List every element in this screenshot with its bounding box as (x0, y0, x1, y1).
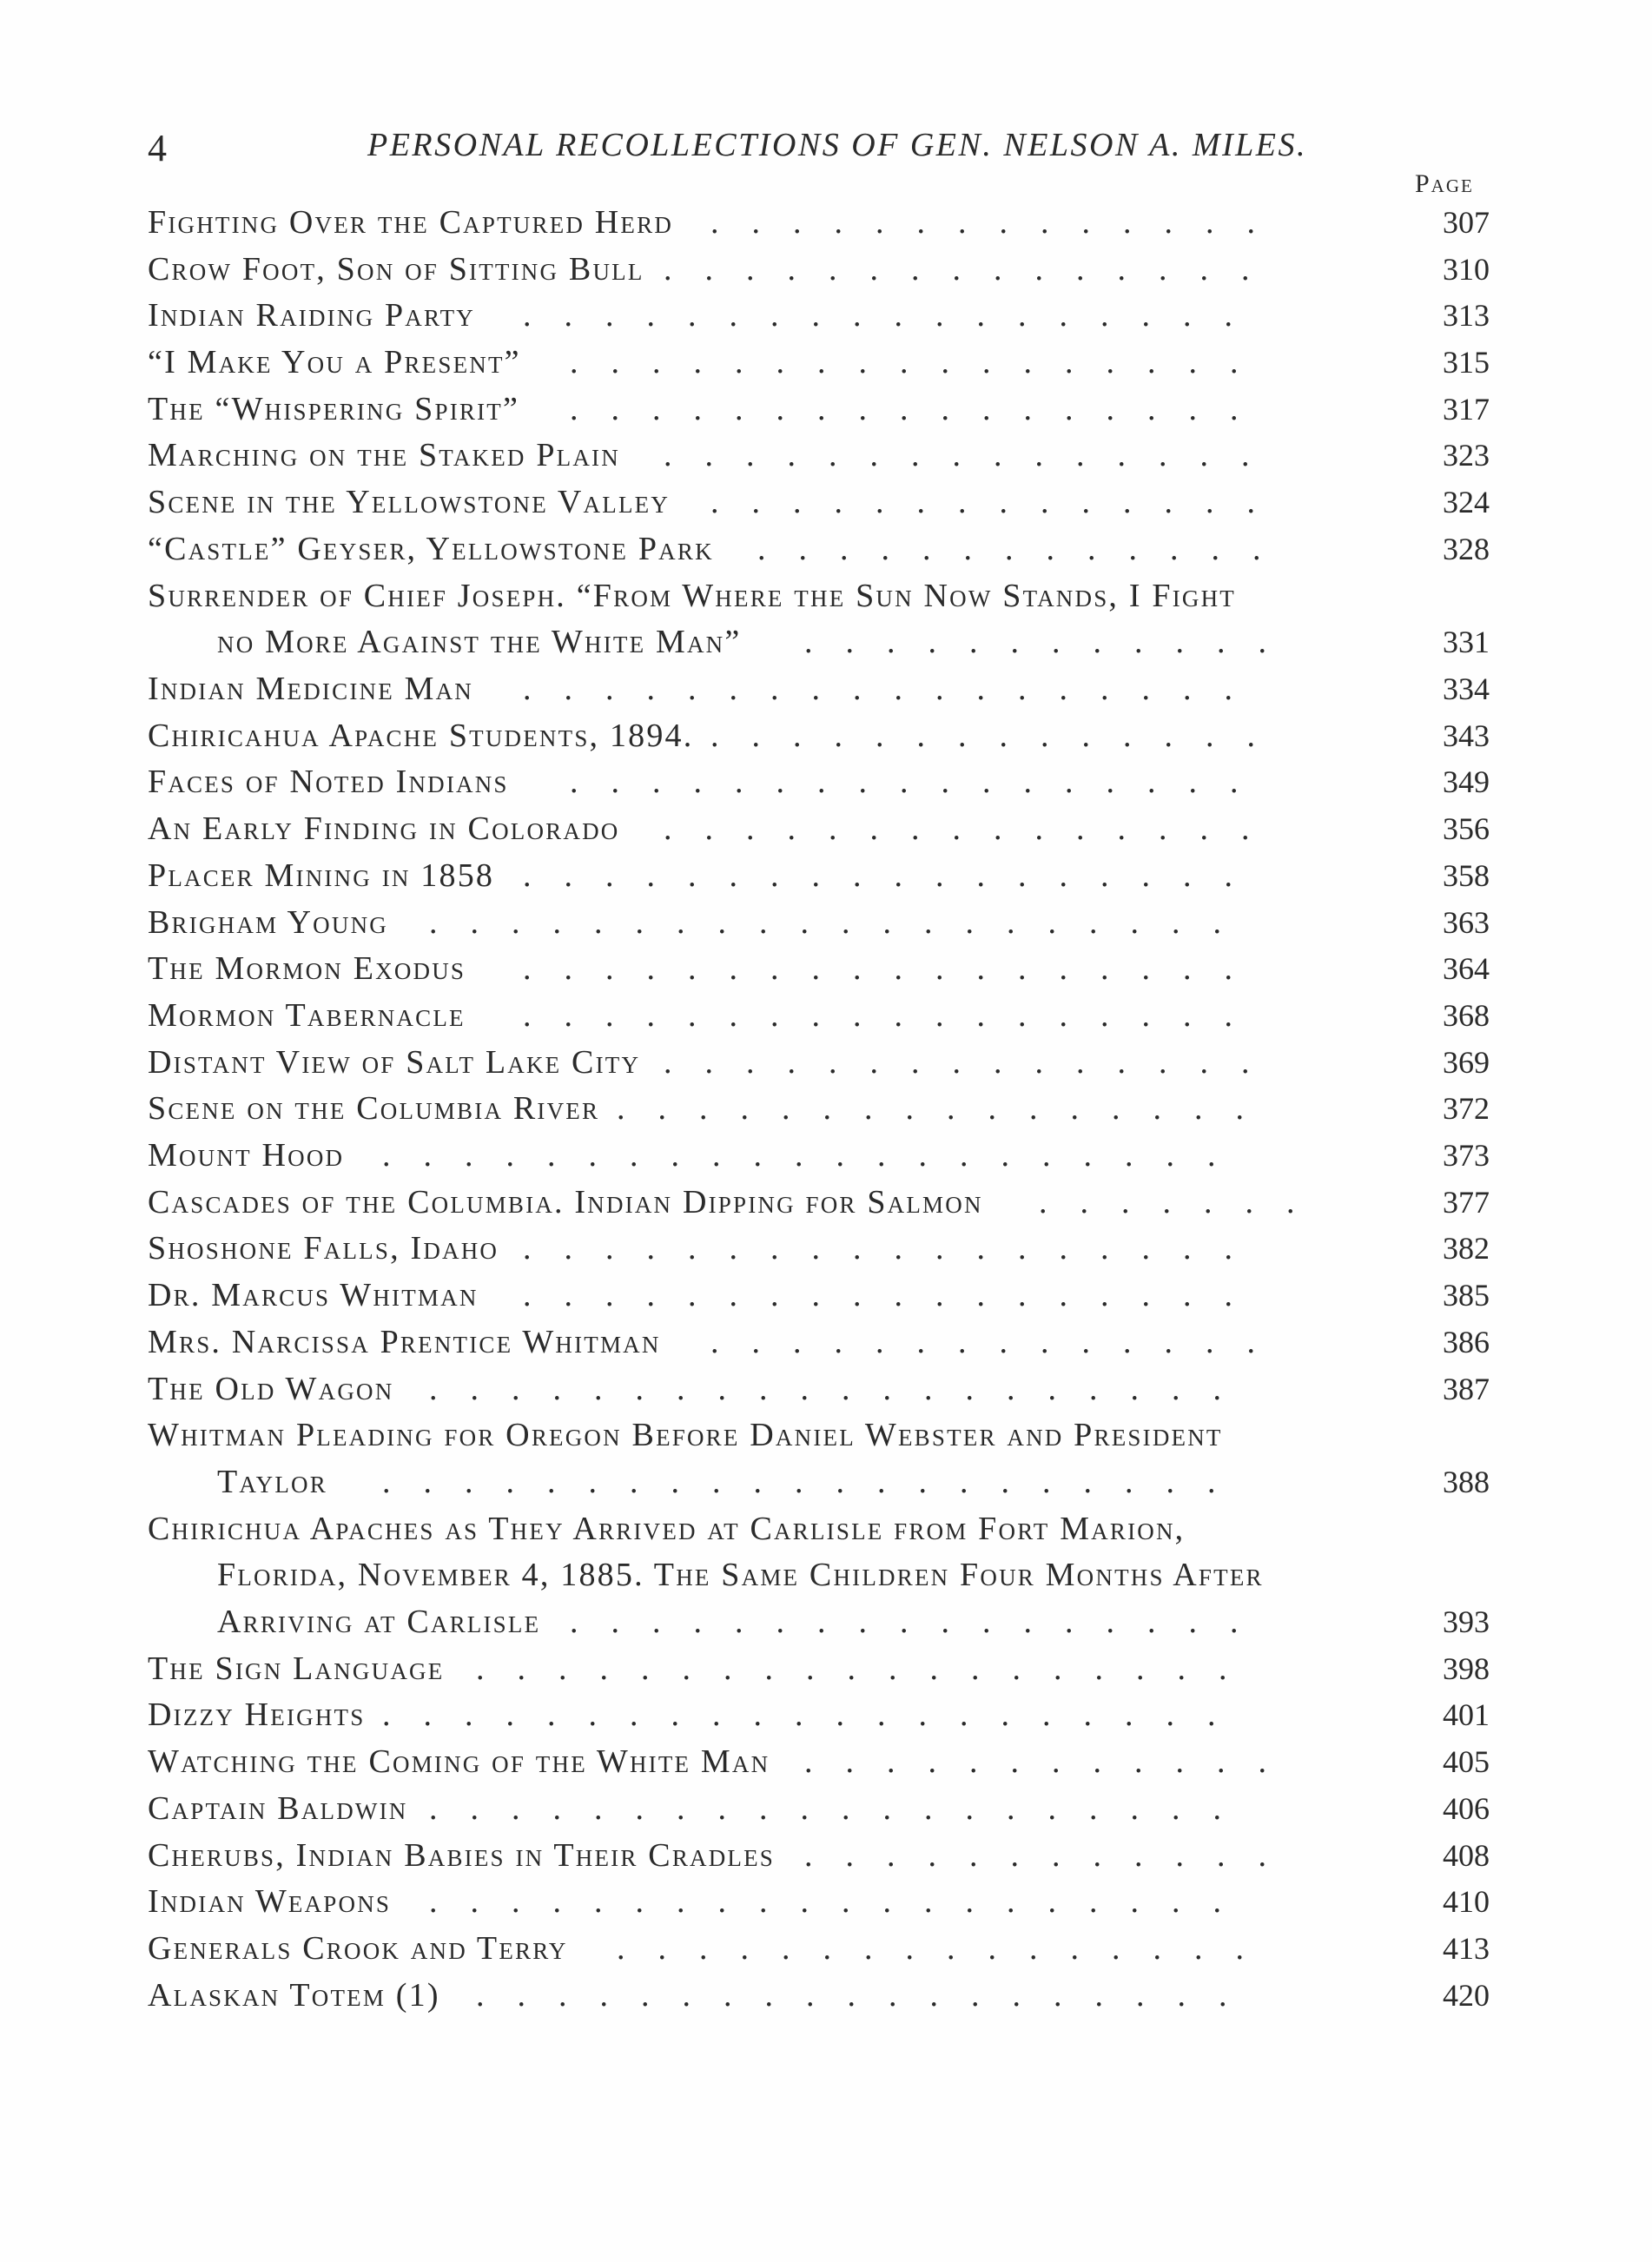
toc-entry-line (148, 668, 1490, 710)
leader-dots: ............... (664, 1044, 1283, 1081)
toc-entry-line (148, 1368, 1490, 1410)
toc-entry-line (148, 855, 1490, 896)
entry-title: Dizzy Heights (148, 1696, 366, 1733)
entry-title: Surrender of Chief Joseph. “From Where the Sun Now Stands, I Fight (148, 578, 1236, 614)
entry-page-number: 368 (1443, 998, 1490, 1033)
leader-dots: ............. (757, 531, 1294, 567)
entry-page-number: 406 (1443, 1791, 1490, 1826)
entry-title: Mount Hood (148, 1137, 345, 1174)
entry-title: Shoshone Falls, Idaho (148, 1230, 499, 1267)
toc-entry-line (148, 481, 1490, 523)
entry-page-number: 372 (1443, 1091, 1490, 1126)
entry-page-number: 315 (1443, 345, 1490, 380)
entry-title: Florida, November 4, 1885. The Same Children Four Months After (217, 1557, 1264, 1593)
entry-page-number: 358 (1443, 858, 1490, 893)
leader-dots: ................. (570, 1604, 1272, 1640)
toc-entry-line (148, 248, 1490, 290)
entry-title: Cherubs, Indian Babies in Their Cradles (148, 1837, 776, 1874)
leader-dots: .................. (523, 1230, 1265, 1267)
entry-title: Taylor (217, 1464, 327, 1500)
entry-page-number: 398 (1443, 1651, 1490, 1686)
entry-title: Distant View of Salt Lake City (148, 1044, 641, 1081)
page-number: 4 (148, 127, 167, 169)
entry-title: Scene on the Columbia River (148, 1090, 600, 1127)
toc-entry-line (148, 1181, 1490, 1223)
toc-entry-line (148, 995, 1490, 1036)
toc-entry-line (148, 1788, 1490, 1829)
toc-entry-line (148, 1928, 1490, 1969)
entry-page-number: 382 (1443, 1231, 1490, 1266)
entry-title: Mormon Tabernacle (148, 997, 466, 1034)
toc-entry-line (148, 761, 1490, 803)
page-column-label: Page (1415, 169, 1474, 198)
leader-dots: ............ (804, 1837, 1299, 1874)
leader-dots: .............. (710, 1324, 1288, 1360)
leader-dots: .............. (710, 718, 1288, 754)
entry-page-number: 356 (1443, 811, 1490, 846)
entry-page-number: 401 (1443, 1697, 1490, 1732)
entry-page-number: 373 (1443, 1138, 1490, 1173)
toc-entry-line (148, 1881, 1490, 1922)
entry-title: no More Against the White Man” (217, 624, 742, 660)
entry-title: Dr. Marcus Whitman (148, 1277, 479, 1313)
entry-page-number: 317 (1443, 392, 1490, 427)
toc-entry-line (148, 1601, 1490, 1643)
leader-dots: ............... (664, 251, 1283, 288)
leader-dots: .................. (523, 297, 1265, 334)
leader-dots: .................. (523, 950, 1265, 987)
toc-entry-line (148, 575, 1490, 617)
book-title: PERSONAL RECOLLECTIONS OF GEN. NELSON A. MILES. (367, 127, 1308, 163)
entry-title: Generals Crook and Terry (148, 1930, 568, 1967)
leader-dots: ................. (570, 764, 1272, 800)
toc-entry-line (148, 434, 1490, 476)
entry-title: An Early Finding in Colorado (148, 810, 620, 847)
toc-entry-line (148, 1461, 1490, 1503)
entry-title: The Old Wagon (148, 1371, 394, 1407)
toc-entry-line (148, 1274, 1490, 1316)
entry-title: Brigham Young (148, 904, 388, 941)
entry-page-number: 386 (1443, 1325, 1490, 1359)
entry-page-number: 343 (1443, 718, 1490, 753)
leader-dots: .................... (429, 904, 1254, 941)
toc-entry-line (148, 528, 1490, 570)
toc-entry-line (148, 902, 1490, 943)
entry-title: The Mormon Exodus (148, 950, 466, 987)
entry-page-number: 410 (1443, 1884, 1490, 1919)
entry-title: “Castle” Geyser, Yellowstone Park (148, 531, 714, 567)
leader-dots: ................ (617, 1930, 1277, 1967)
entry-title: The Sign Language (148, 1650, 445, 1687)
toc-entry-line (148, 388, 1490, 430)
toc-entry-line (148, 1042, 1490, 1083)
entry-page-number: 328 (1443, 532, 1490, 566)
entry-title: Crow Foot, Son of Sitting Bull (148, 251, 644, 288)
leader-dots: ............... (664, 810, 1283, 847)
entry-title: Marching on the Staked Plain (148, 437, 620, 473)
entry-page-number: 364 (1443, 951, 1490, 986)
entry-page-number: 385 (1443, 1278, 1490, 1313)
toc-entry-line (148, 715, 1490, 757)
leader-dots: ................... (476, 1977, 1260, 2014)
entry-page-number: 363 (1443, 905, 1490, 940)
toc-entry-line (148, 1694, 1490, 1736)
entry-title: Faces of Noted Indians (148, 764, 509, 800)
leader-dots: ..................... (382, 1696, 1249, 1733)
entry-title: Indian Medicine Man (148, 671, 473, 707)
leader-dots: .............. (710, 484, 1288, 520)
entry-title: Chiricahua Apache Students, 1894. (148, 718, 694, 754)
toc-entry-line (148, 1974, 1490, 2016)
leader-dots: ..................... (382, 1137, 1249, 1174)
entry-title: The “Whispering Spirit” (148, 391, 520, 427)
leader-dots: ....... (1039, 1184, 1328, 1220)
entry-title: Arriving at Carlisle (217, 1604, 541, 1640)
entry-page-number: 408 (1443, 1838, 1490, 1873)
entry-page-number: 334 (1443, 671, 1490, 706)
toc-entry-line (148, 1321, 1490, 1363)
toc-entry-line (148, 341, 1490, 383)
entry-page-number: 405 (1443, 1744, 1490, 1779)
leader-dots: ............ (804, 624, 1299, 660)
entry-page-number: 393 (1443, 1604, 1490, 1639)
leader-dots: ................. (570, 344, 1272, 380)
toc-entry-line (148, 1554, 1490, 1596)
entry-title: Indian Raiding Party (148, 297, 475, 334)
entry-page-number: 331 (1443, 625, 1490, 659)
leader-dots: ................ (617, 1090, 1277, 1127)
entry-title: Placer Mining in 1858 (148, 857, 495, 894)
leader-dots: ............... (664, 437, 1283, 473)
leader-dots: .................. (523, 997, 1265, 1034)
toc-entry-line (148, 1227, 1490, 1269)
entry-title: Whitman Pleading for Oregon Before Daniel Webster and President (148, 1417, 1223, 1453)
toc-entry-line (148, 202, 1490, 243)
leader-dots: ................... (476, 1650, 1260, 1687)
entry-page-number: 313 (1443, 298, 1490, 333)
leader-dots: ................. (570, 391, 1272, 427)
entry-title: Chirichua Apaches as They Arrived at Carlisle from Fort Marion, (148, 1511, 1186, 1547)
entry-page-number: 377 (1443, 1185, 1490, 1220)
entry-title: Fighting Over the Captured Herd (148, 204, 674, 241)
toc-entry-line (148, 1414, 1490, 1456)
leader-dots: ..................... (382, 1464, 1249, 1500)
entry-title: Captain Baldwin (148, 1790, 408, 1827)
toc-entry-line (148, 1741, 1490, 1782)
toc-entry-line (148, 1648, 1490, 1690)
leader-dots: .................. (523, 857, 1265, 894)
toc-entry-line (148, 1835, 1490, 1876)
toc-entry-line (148, 621, 1490, 663)
toc-entry-line (148, 948, 1490, 989)
entry-page-number: 324 (1443, 485, 1490, 519)
toc-entry-line (148, 294, 1490, 336)
leader-dots: .............. (710, 204, 1288, 241)
leader-dots: .................... (429, 1371, 1254, 1407)
entry-page-number: 387 (1443, 1372, 1490, 1406)
entry-page-number: 349 (1443, 764, 1490, 799)
leader-dots: .................. (523, 1277, 1265, 1313)
entry-title: Scene in the Yellowstone Valley (148, 484, 671, 520)
entry-title: Cascades of the Columbia. Indian Dipping for Salmon (148, 1184, 983, 1220)
entry-title: Watching the Coming of the White Man (148, 1743, 770, 1780)
leader-dots: .................... (429, 1883, 1254, 1920)
entry-page-number: 388 (1443, 1465, 1490, 1499)
entry-page-number: 420 (1443, 1978, 1490, 2013)
entry-page-number: 369 (1443, 1045, 1490, 1080)
entry-title: Mrs. Narcissa Prentice Whitman (148, 1324, 661, 1360)
entry-title: Indian Weapons (148, 1883, 392, 1920)
leader-dots: ............ (804, 1743, 1299, 1780)
entry-page-number: 307 (1443, 205, 1490, 240)
entry-page-number: 413 (1443, 1931, 1490, 1966)
entry-title: “I Make You a Present” (148, 344, 521, 380)
toc-entry-line (148, 1134, 1490, 1176)
leader-dots: .................. (523, 671, 1265, 707)
toc-entry-line (148, 808, 1490, 850)
leader-dots: .................... (429, 1790, 1254, 1827)
entry-page-number: 310 (1443, 252, 1490, 287)
entry-page-number: 323 (1443, 438, 1490, 473)
toc-entry-line (148, 1088, 1490, 1129)
entry-title: Alaskan Totem (1) (148, 1977, 440, 2014)
toc-entry-line (148, 1508, 1490, 1550)
